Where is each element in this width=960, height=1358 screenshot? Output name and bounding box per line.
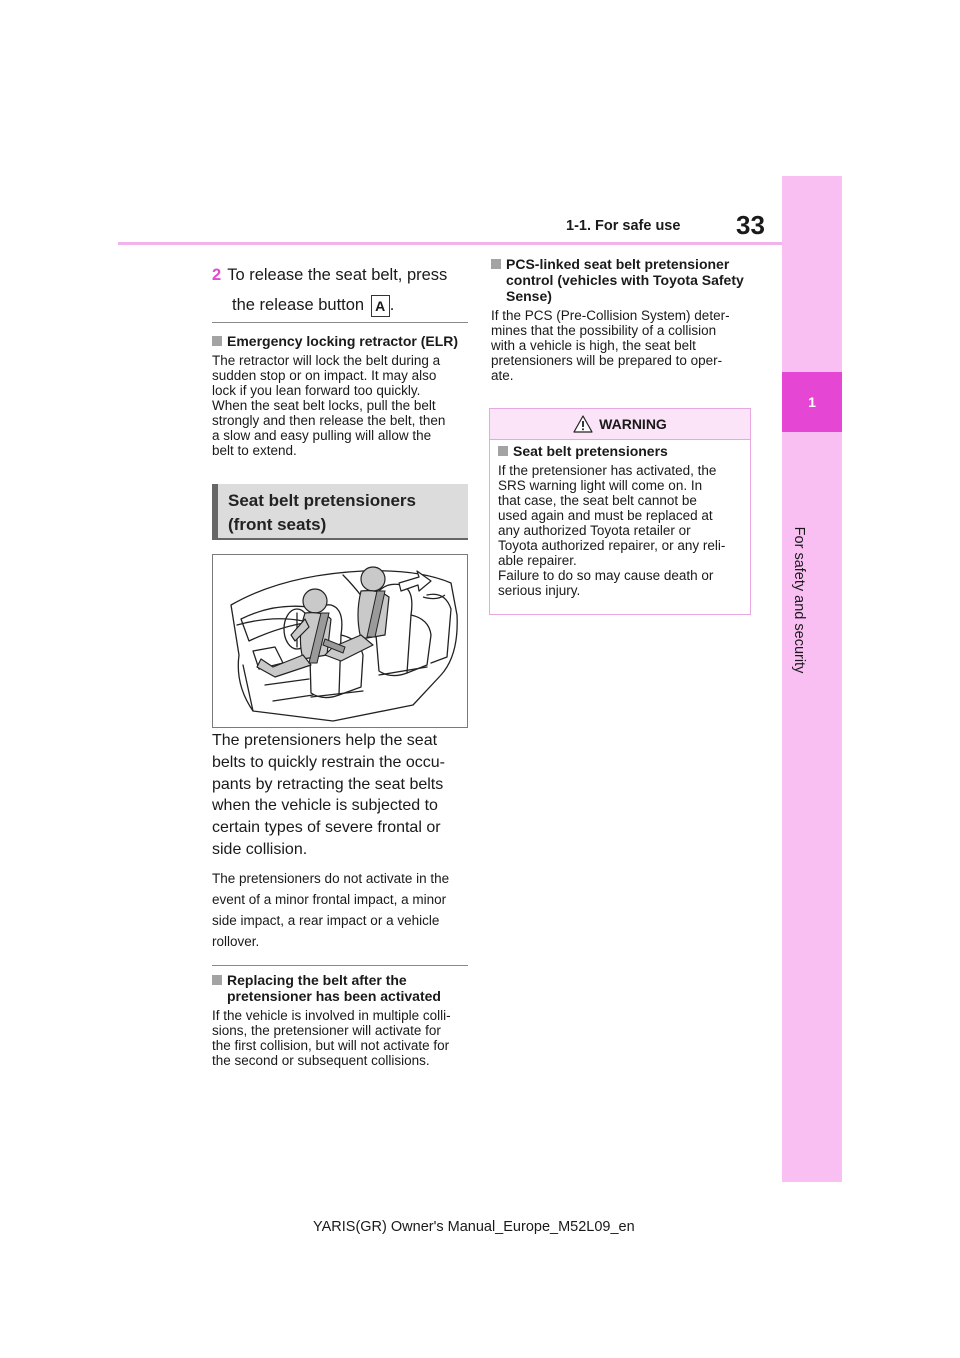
text-line: Toyota authorized repairer, or any reli- xyxy=(498,538,726,553)
replacing-text xyxy=(212,1008,474,1068)
text-line: If the pretensioner has activated, the xyxy=(498,463,717,478)
pcs-title-line: Sense) xyxy=(506,288,552,304)
page-number: 33 xyxy=(736,210,765,240)
pcs-title-line: control (vehicles with Toyota Safety xyxy=(506,272,744,288)
replacing-title-line-2: pretensioner has been activated xyxy=(227,988,441,1004)
text-line: sudden stop or on impact. It may also xyxy=(212,368,437,383)
text-line: the second or subsequent collisions. xyxy=(212,1053,430,1068)
warning-label: WARNING xyxy=(599,416,667,432)
text-line: side collision. xyxy=(212,840,308,858)
text-line: strongly and then release the belt, then xyxy=(212,413,446,428)
step-number: 2 xyxy=(212,266,222,284)
text-line: When the seat belt locks, pull the belt xyxy=(212,398,436,413)
step-2 xyxy=(212,260,482,320)
text-line: belts to quickly restrain the occu- xyxy=(212,753,445,771)
text-line: If the PCS (Pre-Collision System) deter- xyxy=(491,308,730,323)
pretensioner-illustration xyxy=(212,554,468,728)
elr-heading xyxy=(212,333,458,349)
text-line: mines that the possibility of a collision xyxy=(491,323,717,338)
footer-manual-id: YARIS(GR) Owner's Manual_Europe_M52L09_en xyxy=(313,1219,635,1235)
pcs-heading xyxy=(491,256,753,304)
step-line-1: To release the seat belt, press xyxy=(227,266,448,284)
text-line: certain types of severe frontal or xyxy=(212,819,441,837)
text-line: pants by retracting the seat belts xyxy=(212,775,444,793)
section-title: 1-1. For safe use xyxy=(566,218,681,234)
section-heading-pretensioners xyxy=(212,484,468,540)
section-heading-line: Seat belt pretensioners xyxy=(228,491,417,510)
chapter-side-tab[interactable] xyxy=(782,176,842,1182)
pcs-text xyxy=(491,308,753,383)
divider xyxy=(212,322,468,323)
text-line: that case, the seat belt cannot be xyxy=(498,493,697,508)
chapter-number-box[interactable]: 1 xyxy=(782,372,842,432)
replacing-title-line-1: Replacing the belt after the xyxy=(227,972,407,988)
square-bullet-icon xyxy=(498,446,508,456)
text-line: side impact, a rear impact or a vehicle xyxy=(212,913,440,928)
text-line: any authorized Toyota retailer or xyxy=(498,523,691,538)
pretensioners-description xyxy=(212,730,468,861)
text-line: serious injury. xyxy=(498,583,581,598)
text-line: able repairer. xyxy=(498,553,577,568)
text-line: pretensioners will be prepared to oper- xyxy=(491,353,723,368)
square-bullet-icon xyxy=(212,336,222,346)
text-line: The pretensioners help the seat xyxy=(212,732,438,749)
replacing-heading xyxy=(212,972,474,1004)
release-button-label: A xyxy=(371,295,390,317)
text-line: event of a minor frontal impact, a minor xyxy=(212,892,447,907)
text-line: The pretensioners do not activate in the xyxy=(212,871,450,886)
text-line: If the vehicle is involved in multiple colli- xyxy=(212,1008,451,1023)
pcs-title-line: PCS-linked seat belt pretensioner xyxy=(506,256,730,272)
text-line: The retractor will lock the belt during a xyxy=(212,353,441,368)
step-line-2: the release button xyxy=(232,296,365,314)
warning-header xyxy=(490,409,750,440)
text-line: a slow and easy pulling will allow the xyxy=(212,428,432,443)
warning-text xyxy=(498,463,744,598)
square-bullet-icon xyxy=(491,259,501,269)
text-line: with a vehicle is high, the seat belt xyxy=(491,338,696,353)
pretensioners-note xyxy=(212,868,474,952)
divider xyxy=(212,965,468,966)
warning-box xyxy=(489,408,751,615)
step-end: . xyxy=(389,296,395,314)
text-line: lock if you lean forward too quickly. xyxy=(212,383,421,398)
text-line: ate. xyxy=(491,368,514,383)
text-line: the first collision, but will not activate for xyxy=(212,1038,450,1053)
chapter-title: For safety and security xyxy=(791,526,807,674)
elr-text xyxy=(212,353,474,458)
text-line: when the vehicle is subjected to xyxy=(212,797,438,815)
text-line: used again and must be replaced at xyxy=(498,508,713,523)
car-interior-drawing xyxy=(213,555,467,727)
section-heading-line: (front seats) xyxy=(228,515,327,534)
text-line: Failure to do so may cause death or xyxy=(498,568,714,583)
warning-triangle-icon xyxy=(573,415,593,433)
warning-subtitle-text: Seat belt pretensioners xyxy=(513,443,668,459)
text-line: sions, the pretensioner will activate for xyxy=(212,1023,441,1038)
text-line: SRS warning light will come on. In xyxy=(498,478,703,493)
header-rule xyxy=(118,242,782,245)
text-line: rollover. xyxy=(212,934,260,949)
warning-subtitle xyxy=(498,443,668,459)
elr-title: Emergency locking retractor (ELR) xyxy=(227,333,459,349)
text-line: belt to extend. xyxy=(212,443,297,458)
square-bullet-icon xyxy=(212,975,222,985)
